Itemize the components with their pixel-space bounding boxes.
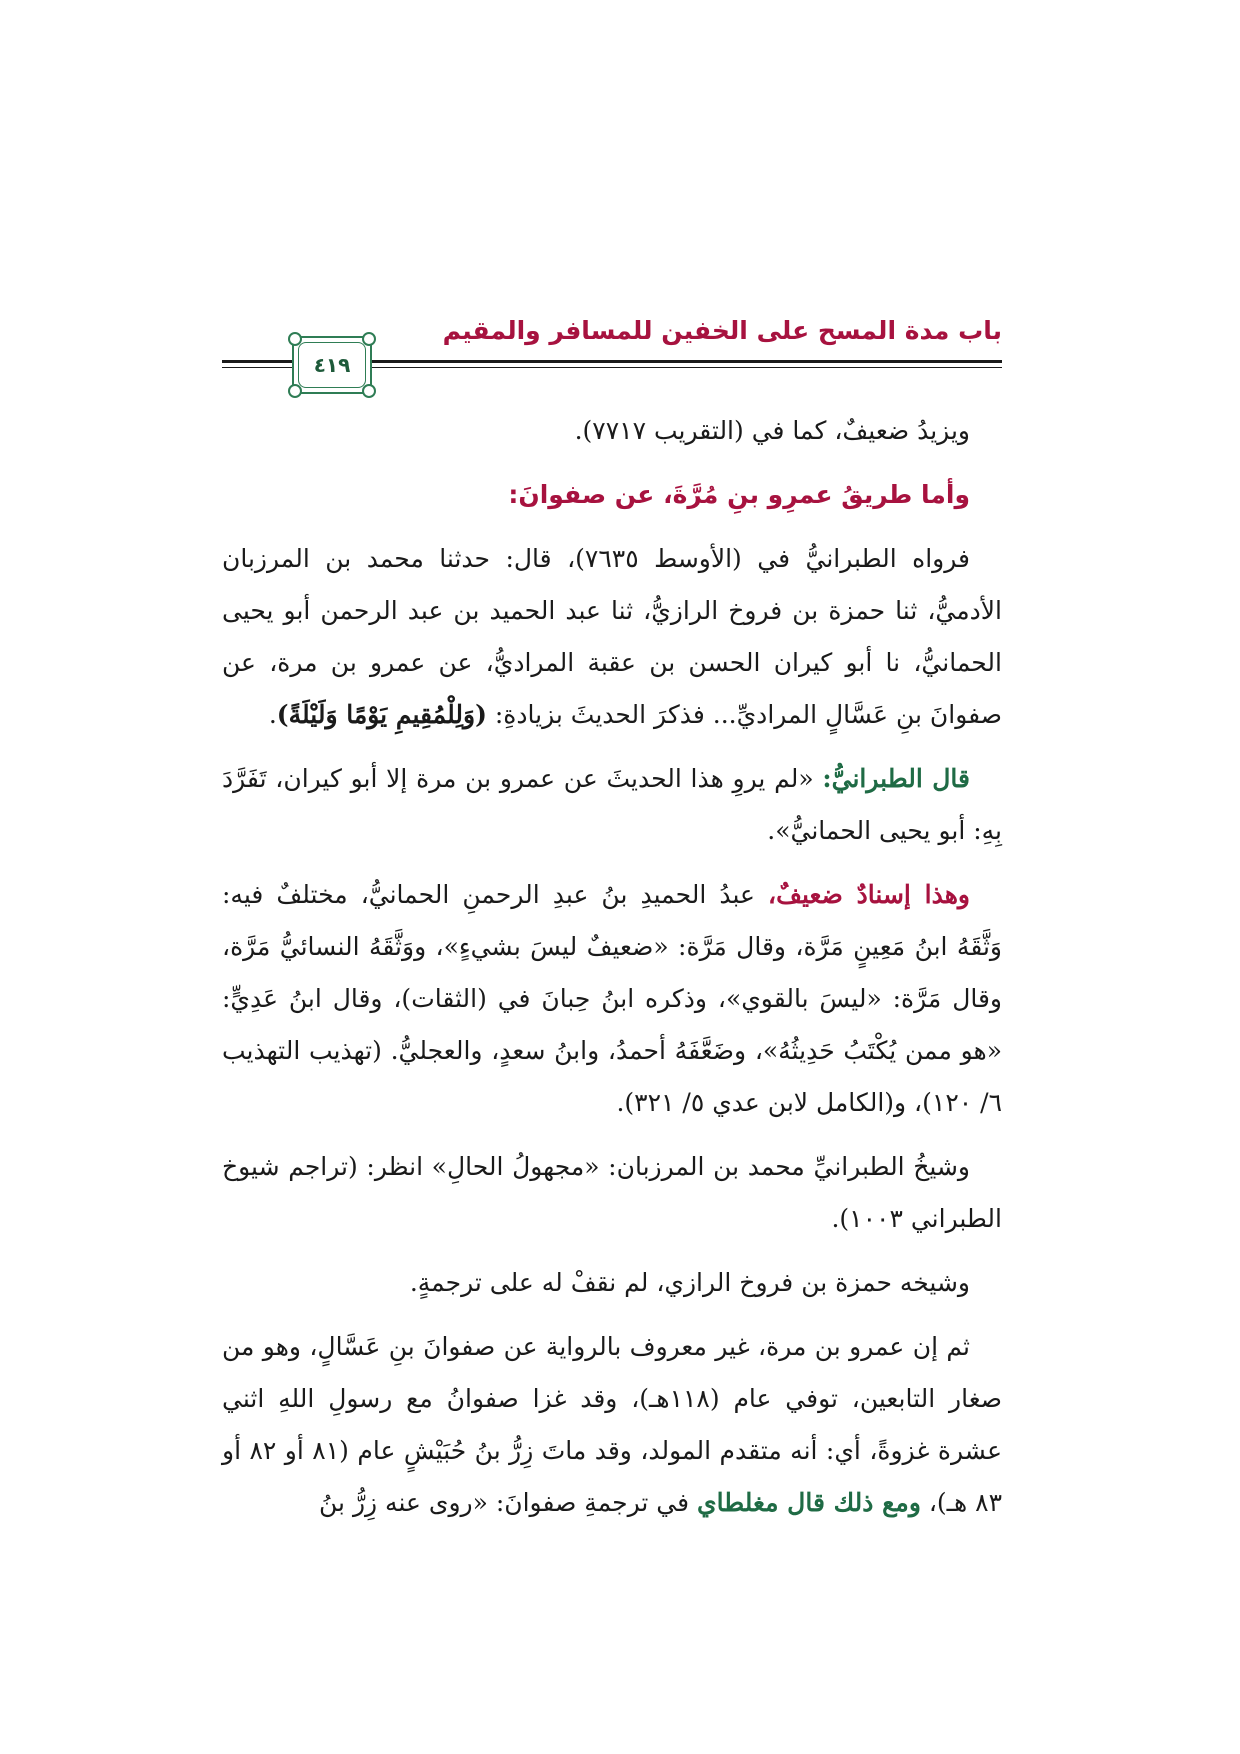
paragraph-text: ثم إن عمرو بن مرة، غير معروف بالرواية عن صفوانَ بنِ عَسَّالٍ، وهو من صغار التابعين، توفي عام (١١٨هـ)، وقد غزا صفوانُ مع رسولِ اللهِ اثني عشرة غزوةً، أي: أنه متقدم المولد، وقد ماتَ زِرُّ بنُ حُبَيْشٍ عام (٨١ أو ٨٢ أو ٨٣ هـ)،	[222, 1332, 1002, 1517]
main-text	[222, 405, 1002, 1541]
ornament-icon	[362, 384, 376, 398]
paragraph-text: «لم يروِ هذا الحديثَ عن عمرو بن مرة إلا أبو كيران، تَفَرَّدَ بِهِ: أبو يحيى الحمانيُّ».	[222, 764, 1002, 845]
running-header	[222, 316, 1002, 392]
page-number: ٤١٩	[313, 353, 351, 377]
paragraph	[222, 869, 1002, 1129]
paragraph-text: في ترجمةِ صفوانَ: «روى عنه زِرُّ بنُ	[319, 1488, 698, 1517]
paragraph-text: عبدُ الحميدِ بنُ عبدِ الرحمنِ الحمانيُّ، مختلفٌ فيه: وَثَّقَهُ ابنُ مَعِينٍ مَرَّة، وقال مَرَّة: «ضعيفٌ ليسَ بشيءٍ»، ووَثَّقَهُ النسائيُّ مَرَّة، وقال مَرَّة: «ليسَ بالقوي»، وذكره ابنُ حِبانَ في (الثقات)، وقال ابنُ عَدِيٍّ: «هو ممن يُكْتَبُ حَدِيثُهُ»، وضَعَّفَهُ أحمدُ، وابنُ سعدٍ، والعجليُّ. (تهذيب التهذيب ٦/ ١٢٠)، و(الكامل لابن عدي ٥/ ٣٢١).	[222, 880, 1002, 1117]
page-number-badge	[292, 336, 372, 394]
ornament-icon	[288, 332, 302, 346]
paragraph	[222, 1321, 1002, 1529]
verdict-label: وهذا إسنادٌ ضعيفٌ،	[768, 880, 970, 909]
citation-label: ومع ذلك قال مغلطاي	[697, 1488, 921, 1517]
ornament-icon	[362, 332, 376, 346]
paragraph-text: فرواه الطبرانيُّ في (الأوسط ٧٦٣٥)، قال: حدثنا محمد بن المرزبان الأدميُّ، ثنا حمزة بن فروخ الرازيُّ، ثنا عبد الحميد بن عبد الرحمن أبو يحيى الحمانيُّ، نا أبو كيران الحسن بن عقبة المراديُّ، عن عمرو بن مرة، عن صفوانَ بنِ عَسَّالٍ المراديِّ... فذكرَ الحديثَ بزيادةِ:	[222, 544, 1002, 729]
paragraph: ويزيدُ ضعيفٌ، كما في (التقريب ٧٧١٧).	[574, 416, 970, 445]
citation-label: قال الطبرانيُّ:	[822, 764, 970, 793]
paragraph: وشيخُ الطبرانيِّ محمد بن المرزبان: «مجهولُ الحالِ» انظر: (تراجم شيوخ الطبراني ١٠٠٣).	[222, 1152, 1002, 1233]
paragraph	[222, 753, 1002, 857]
paragraph-end: .	[268, 700, 277, 729]
chapter-title: باب مدة المسح على الخفين للمسافر والمقيم	[442, 316, 1002, 345]
paragraph: وشيخه حمزة بن فروخ الرازي، لم نقفْ له على ترجمةٍ.	[409, 1268, 970, 1297]
ornament-icon	[288, 384, 302, 398]
paragraph	[222, 533, 1002, 741]
section-heading: وأما طريقُ عمرِو بنِ مُرَّةَ، عن صفوانَ:	[508, 480, 970, 509]
quote-text: (وَلِلْمُقِيمِ يَوْمًا وَلَيْلَةً)	[276, 700, 487, 729]
